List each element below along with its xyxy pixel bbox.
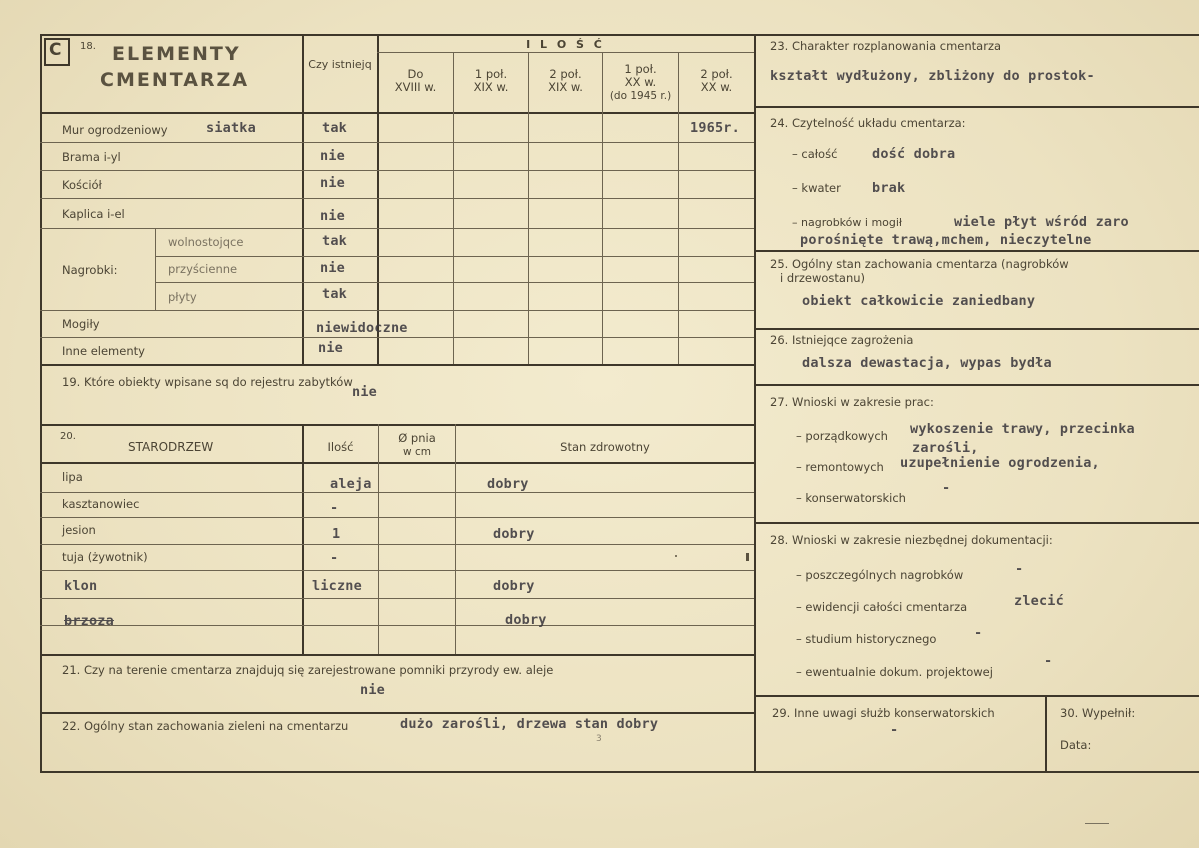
line: [302, 34, 304, 364]
q28-b-label: – ewidencji całości cmentarza: [796, 600, 968, 614]
item-number: 18.: [80, 41, 96, 52]
q24-nagrobkow-1: wiele płyt wśród zaro: [954, 214, 1129, 230]
row-label-wolnostojace: wolnostojqce: [168, 235, 244, 249]
q24-kwater: brak: [872, 180, 906, 196]
tree-name-klon: klon: [64, 578, 98, 594]
typed-mogily-exists: niewidoczne: [316, 320, 408, 336]
line: [155, 256, 754, 257]
line: [678, 52, 679, 364]
row-label-kaplica: Kaplica i-el: [62, 207, 125, 221]
line: [453, 52, 454, 364]
line: [40, 112, 756, 114]
section-letter: C: [49, 40, 62, 60]
tree-name-lipa: lipa: [62, 470, 83, 484]
period-1-l1: Do: [407, 67, 424, 81]
row-label-brama: Brama i-yl: [62, 150, 121, 164]
q27-kons: -: [942, 480, 951, 496]
col-quantity-header: I L O Ś Ć: [526, 38, 605, 51]
line: [40, 517, 754, 518]
typed-kaplica-exists: nie: [320, 208, 345, 224]
line: [40, 364, 756, 366]
line: [754, 695, 1199, 697]
q28-a-label: – poszczególnych nagrobków: [796, 568, 964, 582]
tree-qty-lipa: aleja: [330, 476, 372, 492]
paper-mark: [1085, 823, 1109, 824]
line: [40, 570, 754, 571]
line: [40, 198, 754, 199]
row-label-nagrobki: Nagrobki:: [62, 263, 118, 277]
paper-speck: [746, 553, 749, 561]
q24-nagrobkow-label: – nagrobków i mogił: [792, 216, 903, 229]
frame-top-left: [40, 34, 756, 36]
q25-label-1: 25. Ogólny stan zachowania cmentarza (nagrobków: [770, 257, 1069, 271]
period-5-l2: XX w.: [700, 80, 733, 94]
q24-calosc: dość dobra: [872, 146, 956, 162]
line: [40, 142, 754, 143]
q30-date: Data:: [1060, 738, 1092, 752]
tree-name-tuja: tuja (żywotnik): [62, 550, 148, 564]
line: [40, 712, 756, 714]
typed-wolnostojace-exists: tak: [322, 233, 347, 249]
line: [40, 492, 754, 493]
q28-b: zlecić: [1014, 593, 1064, 609]
tree-qty-kasztanowiec: -: [330, 500, 339, 516]
q27-porz-1: wykoszenie trawy, przecinka: [910, 421, 1135, 437]
period-5-l1: 2 poł.: [700, 67, 733, 81]
page-mark: 3: [596, 734, 602, 744]
q28-c-label: – studium historycznego: [796, 632, 937, 646]
q29-answer: -: [890, 722, 899, 738]
period-4-l2: XX w.: [624, 75, 657, 89]
period-1-l2: XVIII w.: [394, 80, 437, 94]
q21-answer: nie: [360, 682, 385, 698]
paper-speck: [675, 555, 677, 557]
typed-mur-year: 1965r.: [690, 120, 740, 136]
tree-name-jesion: jesion: [62, 523, 96, 537]
line: [40, 654, 756, 656]
line: [455, 424, 456, 654]
tree-name-brzoza: brzoza: [64, 613, 114, 629]
period-3-l1: 2 poł.: [549, 67, 582, 81]
typed-brama-exists: nie: [320, 148, 345, 164]
typed-mur-type: siatka: [206, 120, 256, 136]
q19-answer: nie: [352, 384, 377, 400]
tree-qty-jesion: 1: [332, 526, 341, 542]
q27-rem: uzupełnienie ogrodzenia,: [900, 455, 1100, 471]
line: [754, 522, 1199, 524]
typed-mur-exists: tak: [322, 120, 347, 136]
q23-answer: kształt wydłużony, zbliżony do prostok-: [770, 68, 1095, 84]
q28-c: -: [974, 625, 983, 641]
period-4-l3: (do 1945 r.): [609, 90, 672, 102]
line: [40, 544, 754, 545]
typed-kosciol-exists: nie: [320, 175, 345, 191]
q20-col-diam-unit: w cm: [403, 446, 431, 458]
line: [155, 282, 754, 283]
section-title-line2: CMENTARZA: [100, 69, 250, 91]
period-3-l2: XIX w.: [548, 80, 583, 94]
period-2-l2: XIX w.: [473, 80, 509, 94]
row-label-inne: Inne elementy: [62, 344, 145, 358]
section-title-line1: ELEMENTY: [112, 43, 241, 65]
q28-d-label: – ewentualnie dokum. projektowej: [796, 665, 993, 679]
q27-porz-label: – porządkowych: [796, 429, 888, 443]
tree-health-lipa: dobry: [487, 476, 529, 492]
line: [40, 462, 756, 464]
q30-label: 30. Wypełnił:: [1060, 706, 1136, 720]
q20-col-health: Stan zdrowotny: [560, 440, 650, 454]
line: [754, 328, 1199, 330]
tree-health-brzoza: dobry: [505, 612, 547, 628]
tree-health-klon: dobry: [493, 578, 535, 594]
typed-przyscienne-exists: nie: [320, 260, 345, 276]
q22-label: 22. Ogólny stan zachowania zieleni na cmentarzu: [62, 719, 349, 733]
q27-porz-2: zarośli,: [912, 440, 979, 456]
line: [40, 625, 754, 626]
typed-inne-exists: nie: [318, 340, 343, 356]
frame-top-right: [754, 34, 1199, 36]
q21-label: 21. Czy na terenie cmentarza znajdujq się zarejestrowane pomniki przyrody ew. aleje: [62, 663, 554, 677]
line: [40, 598, 754, 599]
q28-a: -: [1015, 561, 1024, 577]
line: [754, 384, 1199, 386]
q23-label: 23. Charakter rozplanowania cmentarza: [770, 39, 1002, 53]
line: [754, 106, 1199, 108]
line: [40, 170, 754, 171]
q24-nagrobkow-2: porośnięte trawą,mchem, nieczytelne: [800, 232, 1092, 248]
q25-answer: obiekt całkowicie zaniedbany: [802, 293, 1036, 309]
q26-answer: dalsza dewastacja, wypas bydła: [802, 355, 1052, 371]
typed-plyty-exists: tak: [322, 286, 347, 302]
q26-label: 26. Istniejqce zagrożenia: [770, 333, 914, 347]
q24-calosc-label: – całość: [792, 147, 838, 161]
q22-answer: dużo zarośli, drzewa stan dobry: [400, 716, 659, 732]
line: [40, 228, 754, 229]
line: [302, 424, 304, 654]
q24-label: 24. Czytelność układu cmentarza:: [770, 116, 966, 130]
q28-label: 28. Wnioski w zakresie niezbędnej dokumentacji:: [770, 533, 1053, 547]
row-label-plyty: płyty: [168, 290, 197, 304]
q28-d: -: [1044, 653, 1053, 669]
line: [754, 250, 1199, 252]
tree-name-kasztanowiec: kasztanowiec: [62, 497, 140, 511]
row-label-mur: Mur ogrodzeniowy: [62, 123, 168, 137]
q29-label: 29. Inne uwagi służb konserwatorskich: [772, 706, 995, 720]
q27-rem-label: – remontowych: [796, 460, 884, 474]
line: [528, 52, 529, 364]
tree-health-jesion: dobry: [493, 526, 535, 542]
q27-kons-label: – konserwatorskich: [796, 491, 906, 505]
row-label-kosciol: Kościół: [62, 178, 102, 192]
row-label-przyscienne: przyścienne: [168, 262, 238, 276]
line: [377, 52, 754, 53]
line: [40, 310, 754, 311]
line: [40, 424, 756, 426]
line: [1045, 695, 1047, 772]
col-exists-header: Czy istniejq: [308, 58, 372, 71]
q19-label: 19. Które obiekty wpisane sq do rejestru zabytków: [62, 375, 353, 389]
q20-col-diam: Ø pnia: [398, 431, 436, 445]
period-4-l1: 1 poł.: [624, 62, 657, 76]
tree-qty-klon: liczne: [312, 578, 362, 594]
frame-left: [40, 34, 42, 772]
q24-kwater-label: – kwater: [792, 181, 841, 195]
q20-number: 20.: [60, 431, 76, 442]
tree-qty-tuja: -: [330, 550, 339, 566]
q20-col-qty: Ilość: [327, 440, 354, 454]
period-2-l1: 1 poł.: [474, 67, 508, 81]
q27-label: 27. Wnioski w zakresie prac:: [770, 395, 934, 409]
line: [40, 337, 754, 338]
q25-label-2: i drzewostanu): [780, 271, 866, 285]
line: [155, 228, 156, 310]
frame-bottom: [40, 771, 1199, 773]
q20-title: STARODRZEW: [128, 440, 214, 454]
frame-middle: [754, 34, 756, 772]
row-label-mogily: Mogiły: [62, 317, 100, 331]
